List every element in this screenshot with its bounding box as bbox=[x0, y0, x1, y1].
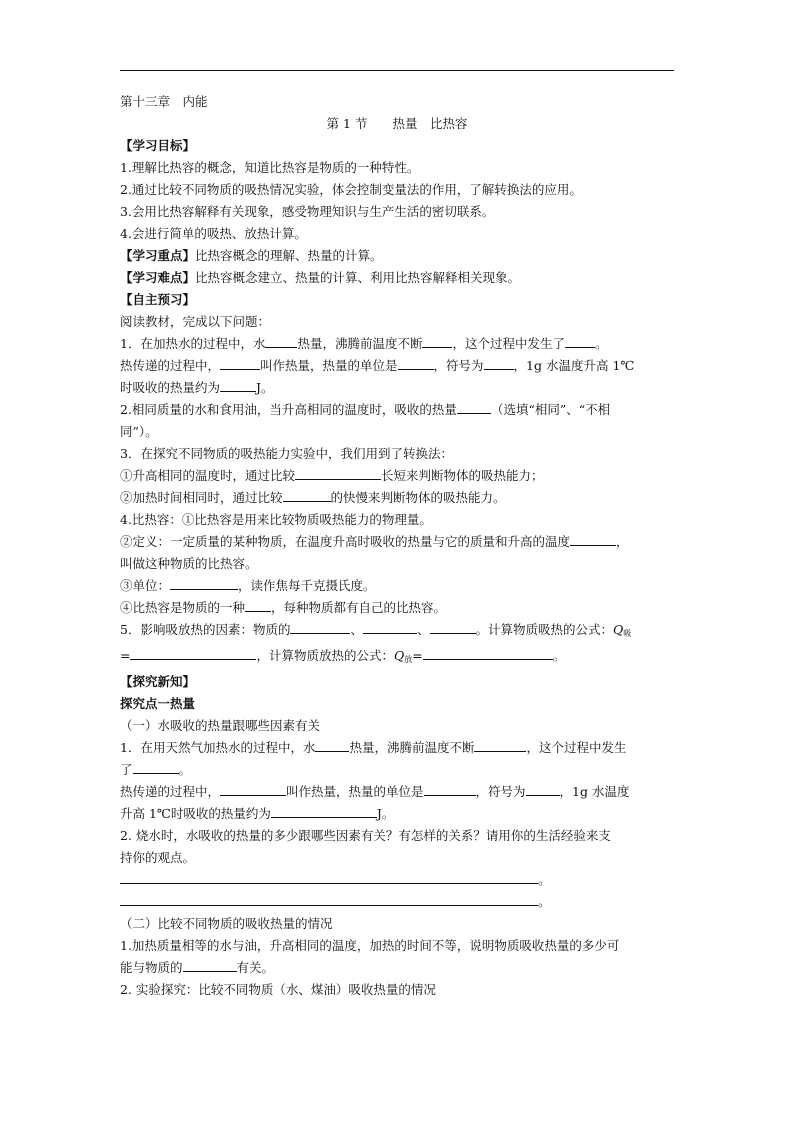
text: 长短来判断物体的吸热能力； bbox=[381, 468, 544, 483]
answer-blank[interactable] bbox=[363, 621, 417, 634]
explore-e1-line4 bbox=[120, 803, 674, 825]
goal-item: 3.会用比热容解释有关现象，感受物理知识与生产生活的密切联系。 bbox=[120, 204, 495, 219]
answer-blank[interactable] bbox=[315, 739, 349, 752]
answer-blank[interactable] bbox=[423, 647, 553, 660]
answer-blank[interactable] bbox=[170, 577, 238, 590]
answer-line bbox=[120, 891, 674, 913]
key-points bbox=[120, 245, 674, 267]
answer-blank[interactable] bbox=[271, 805, 377, 818]
text: ， bbox=[616, 534, 629, 549]
text: 1．在用天然气加热水的过程中，水 bbox=[120, 740, 316, 755]
text: = bbox=[120, 648, 131, 663]
text: Q bbox=[613, 622, 624, 637]
text: Q bbox=[394, 648, 405, 663]
chapter-title: 第十三章 内能 bbox=[120, 94, 208, 109]
text: 2.相同质量的水和食用油，当升高相同的温度时，吸收的热量 bbox=[120, 402, 457, 417]
difficulties-text: 比热容概念建立、热量的计算、利用比热容解释相关现象。 bbox=[195, 270, 521, 285]
answer-blank[interactable] bbox=[484, 357, 514, 370]
subscript: 放 bbox=[404, 655, 413, 664]
text: ②定义：一定质量的某种物质，在温度升高时吸收的热量与它的质量和升高的温度 bbox=[120, 534, 571, 549]
answer-blank[interactable] bbox=[422, 335, 452, 348]
subscript: 吸 bbox=[623, 629, 632, 638]
preview-q5 bbox=[120, 619, 674, 645]
answer-blank[interactable] bbox=[265, 335, 297, 348]
preview-q3a bbox=[120, 465, 674, 487]
key-points-text: 比热容概念的理解、热量的计算。 bbox=[195, 248, 383, 263]
preview-q2 bbox=[120, 399, 674, 421]
text: ，符号为 bbox=[433, 358, 484, 373]
preview-q2-line2: 同”）。 bbox=[120, 424, 158, 439]
answer-blank[interactable] bbox=[130, 647, 256, 660]
preview-q1-line3 bbox=[120, 377, 674, 399]
text: 时吸收的热量约为 bbox=[120, 380, 221, 395]
answer-blank[interactable] bbox=[245, 599, 271, 612]
answer-blank[interactable] bbox=[474, 739, 526, 752]
text: ，这个过程中发生了 bbox=[452, 336, 565, 351]
answer-blank[interactable] bbox=[120, 871, 538, 884]
explore-point1: 探究点一热量 bbox=[120, 696, 196, 711]
text: 叫作热量，热量的单位是 bbox=[260, 358, 398, 373]
text: ，1g 水温度升高 1℃ bbox=[513, 358, 635, 373]
preview-heading: 【自主预习】 bbox=[120, 292, 196, 307]
preview-q4-unit bbox=[120, 575, 674, 597]
text: ③单位： bbox=[120, 578, 171, 593]
text: ，计算物质放热的公式： bbox=[256, 648, 394, 663]
goal-item: 2.通过比较不同物质的吸热情况实验，体会控制变量法的作用，了解转换法的应用。 bbox=[120, 182, 582, 197]
answer-blank[interactable] bbox=[457, 401, 491, 414]
preview-q4: 4.比热容：①比热容是用来比较物质吸热能力的物理量。 bbox=[120, 512, 432, 527]
answer-blank[interactable] bbox=[290, 621, 350, 634]
text: 。 bbox=[552, 648, 566, 663]
text: ，1g 水温度 bbox=[559, 784, 630, 799]
text: ④比热容是物质的一种 bbox=[120, 600, 246, 615]
text: 。 bbox=[538, 894, 551, 909]
text: J。 bbox=[256, 380, 274, 395]
text: J。 bbox=[376, 806, 395, 821]
text: 1．在加热水的过程中，水 bbox=[120, 336, 266, 351]
answer-blank[interactable] bbox=[424, 783, 476, 796]
explore-e2-line2: 持你的观点。 bbox=[120, 850, 196, 865]
goal-item: 1.理解比热容的概念，知道比热容是物质的一种特性。 bbox=[120, 160, 420, 175]
text: 热传递的过程中， bbox=[120, 784, 221, 799]
answer-blank[interactable] bbox=[398, 357, 434, 370]
answer-blank[interactable] bbox=[430, 621, 476, 634]
preview-q4-property bbox=[120, 597, 674, 619]
answer-blank[interactable] bbox=[133, 761, 179, 774]
explore-f1: 1.加热质量相等的水与油，升高相同的温度，加热的时间不等，说明物质吸收热量的多少可 bbox=[120, 938, 620, 953]
explore-f1-line2 bbox=[120, 957, 674, 979]
explore-e1 bbox=[120, 737, 674, 759]
document-page bbox=[120, 70, 674, 1001]
text: 。 bbox=[178, 762, 192, 777]
text: ，符号为 bbox=[475, 784, 526, 799]
answer-blank[interactable] bbox=[220, 357, 260, 370]
text: 热量，沸腾前温度不断 bbox=[297, 336, 423, 351]
header-rule bbox=[120, 70, 674, 71]
explore-f2: 2. 实验探究：比较不同物质（水、煤油）吸收热量的情况 bbox=[120, 982, 436, 997]
preview-q4-def-line2: 叫做这种物质的比热容。 bbox=[120, 556, 258, 571]
text: 有关。 bbox=[236, 960, 275, 975]
explore-e1-line2 bbox=[120, 759, 674, 781]
text: ，读作焦每千克摄氏度。 bbox=[238, 578, 376, 593]
text: 。 bbox=[595, 336, 608, 351]
explore-e2: 2. 烧水时，水吸收的热量的多少跟哪些因素有关？有怎样的关系？请用你的生活经验来支 bbox=[120, 828, 611, 843]
text: 的快慢来判断物体的吸热能力。 bbox=[330, 490, 506, 505]
explore-sub1: （一）水吸收的热量跟哪些因素有关 bbox=[120, 718, 321, 733]
answer-blank[interactable] bbox=[526, 783, 560, 796]
explore-sub2: （二）比较不同物质的吸收热量的情况 bbox=[120, 916, 333, 931]
answer-blank[interactable] bbox=[283, 489, 331, 502]
text: 。 bbox=[538, 872, 551, 887]
text: （选填“相同”、“不相 bbox=[490, 402, 611, 417]
text: 叫作热量，热量的单位是 bbox=[286, 784, 424, 799]
difficulties-heading: 【学习难点】 bbox=[120, 270, 196, 285]
answer-blank[interactable] bbox=[565, 335, 595, 348]
key-points-heading: 【学习重点】 bbox=[120, 248, 196, 263]
text: 、 bbox=[350, 622, 363, 637]
text: 5．影响吸放热的因素：物质的 bbox=[120, 622, 291, 637]
text: = bbox=[412, 648, 423, 663]
explore-heading: 【探究新知】 bbox=[120, 674, 196, 689]
preview-intro: 阅读教材，完成以下问题： bbox=[120, 314, 271, 329]
answer-blank[interactable] bbox=[120, 893, 538, 906]
difficulties bbox=[120, 267, 674, 289]
text: ，每种物质都有自己的比热容。 bbox=[271, 600, 447, 615]
answer-blank[interactable] bbox=[220, 379, 256, 392]
answer-blank[interactable] bbox=[295, 467, 381, 480]
answer-blank[interactable] bbox=[220, 783, 286, 796]
goals-heading: 【学习目标】 bbox=[120, 138, 196, 153]
preview-q3b bbox=[120, 487, 674, 509]
preview-q1-line2 bbox=[120, 355, 674, 377]
goal-item: 4.会进行简单的吸热、放热计算。 bbox=[120, 226, 307, 241]
text: 能与物质的 bbox=[120, 960, 183, 975]
preview-q5-line2 bbox=[120, 645, 674, 671]
text: ，这个过程中发生 bbox=[526, 740, 627, 755]
answer-blank[interactable] bbox=[183, 959, 237, 972]
text: 热传递的过程中， bbox=[120, 358, 221, 373]
preview-q4-def bbox=[120, 531, 674, 553]
preview-q3: 3．在探究不同物质的吸热能力实验中，我们用到了转换法： bbox=[120, 446, 453, 461]
text: 、 bbox=[416, 622, 430, 637]
section-title: 第 1 节 热量 比热容 bbox=[326, 116, 468, 131]
text: 升高 1℃时吸收的热量约为 bbox=[120, 806, 271, 821]
text: ②加热时间相同时，通过比较 bbox=[120, 490, 283, 505]
answer-line bbox=[120, 869, 674, 891]
text: ①升高相同的温度时，通过比较 bbox=[120, 468, 296, 483]
text: 了 bbox=[120, 762, 133, 777]
explore-e1-line3 bbox=[120, 781, 674, 803]
text: 。计算物质吸热的公式： bbox=[475, 622, 614, 637]
preview-q1 bbox=[120, 333, 674, 355]
text: 热量，沸腾前温度不断 bbox=[349, 740, 475, 755]
answer-blank[interactable] bbox=[570, 533, 616, 546]
